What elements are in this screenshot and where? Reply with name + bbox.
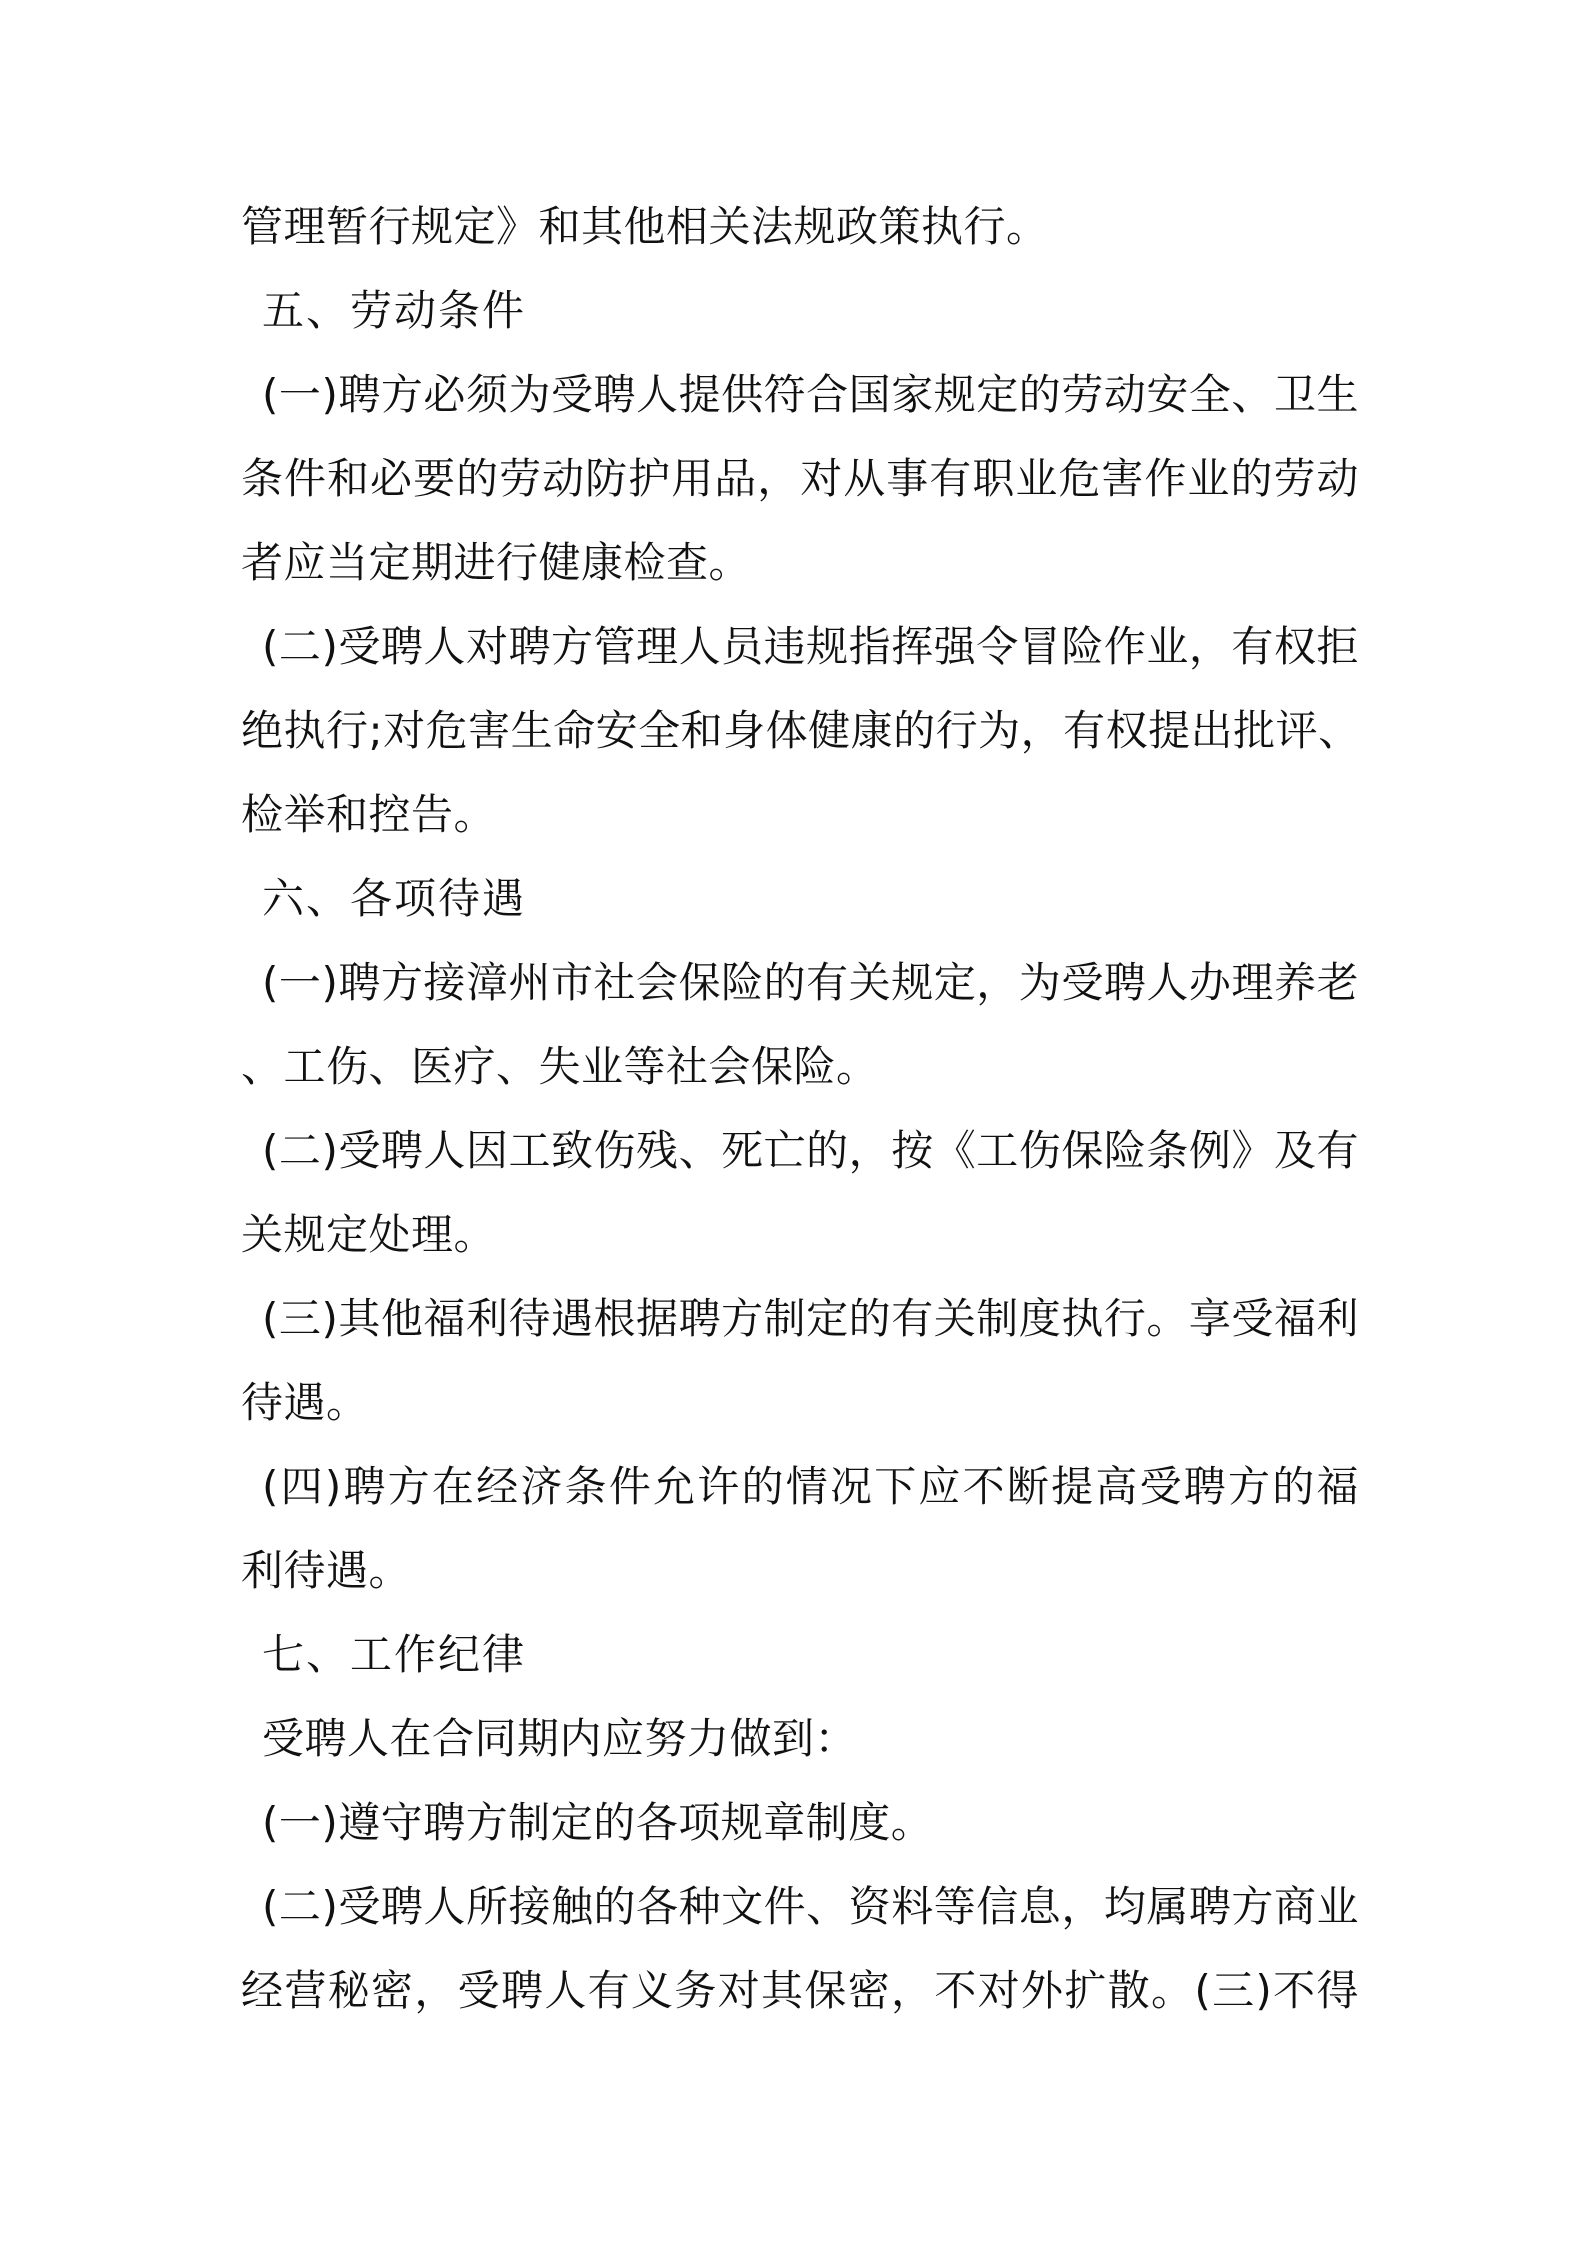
text-line: (三)其他福利待遇根据聘方制定的有关制度执行。享受福利 <box>262 1294 1359 1343</box>
text-line: 检举和控告。 <box>241 790 497 839</box>
section-heading-labor-conditions: 五、劳动条件 <box>262 286 527 335</box>
section-heading-benefits: 六、各项待遇 <box>262 874 527 923</box>
text-line: (一)聘方接漳州市社会保险的有关规定，为受聘人办理养老 <box>262 958 1359 1007</box>
text-line: 待遇。 <box>241 1378 369 1427</box>
text-line: (四)聘方在经济条件允许的情况下应不断提高受聘方的福 <box>262 1462 1359 1511</box>
section-heading-work-discipline: 七、工作纪律 <box>262 1630 527 1679</box>
text-line: (二)受聘人对聘方管理人员违规指挥强令冒险作业，有权拒 <box>262 622 1359 671</box>
text-line: 管理暂行规定》和其他相关法规政策执行。 <box>241 202 1049 251</box>
text-line: (一)遵守聘方制定的各项规章制度。 <box>262 1798 934 1847</box>
text-line: 条件和必要的劳动防护用品，对从事有职业危害作业的劳动 <box>241 454 1359 503</box>
text-line: 经营秘密，受聘人有义务对其保密，不对外扩散。(三)不得 <box>241 1966 1359 2015</box>
text-line: (二)受聘人所接触的各种文件、资料等信息，均属聘方商业 <box>262 1882 1359 1931</box>
text-line: 绝执行;对危害生命安全和身体健康的行为，有权提出批评、 <box>241 706 1361 755</box>
text-line: (一)聘方必须为受聘人提供符合国家规定的劳动安全、卫生 <box>262 370 1359 419</box>
text-line: 受聘人在合同期内应努力做到： <box>262 1714 858 1763</box>
text-line: 关规定处理。 <box>241 1210 497 1259</box>
text-line: (二)受聘人因工致伤残、死亡的，按《工伤保险条例》及有 <box>262 1126 1359 1175</box>
text-line: 利待遇。 <box>241 1546 412 1595</box>
text-line: 、工伤、医疗、失业等社会保险。 <box>241 1042 879 1091</box>
text-line: 者应当定期进行健康检查。 <box>241 538 752 587</box>
